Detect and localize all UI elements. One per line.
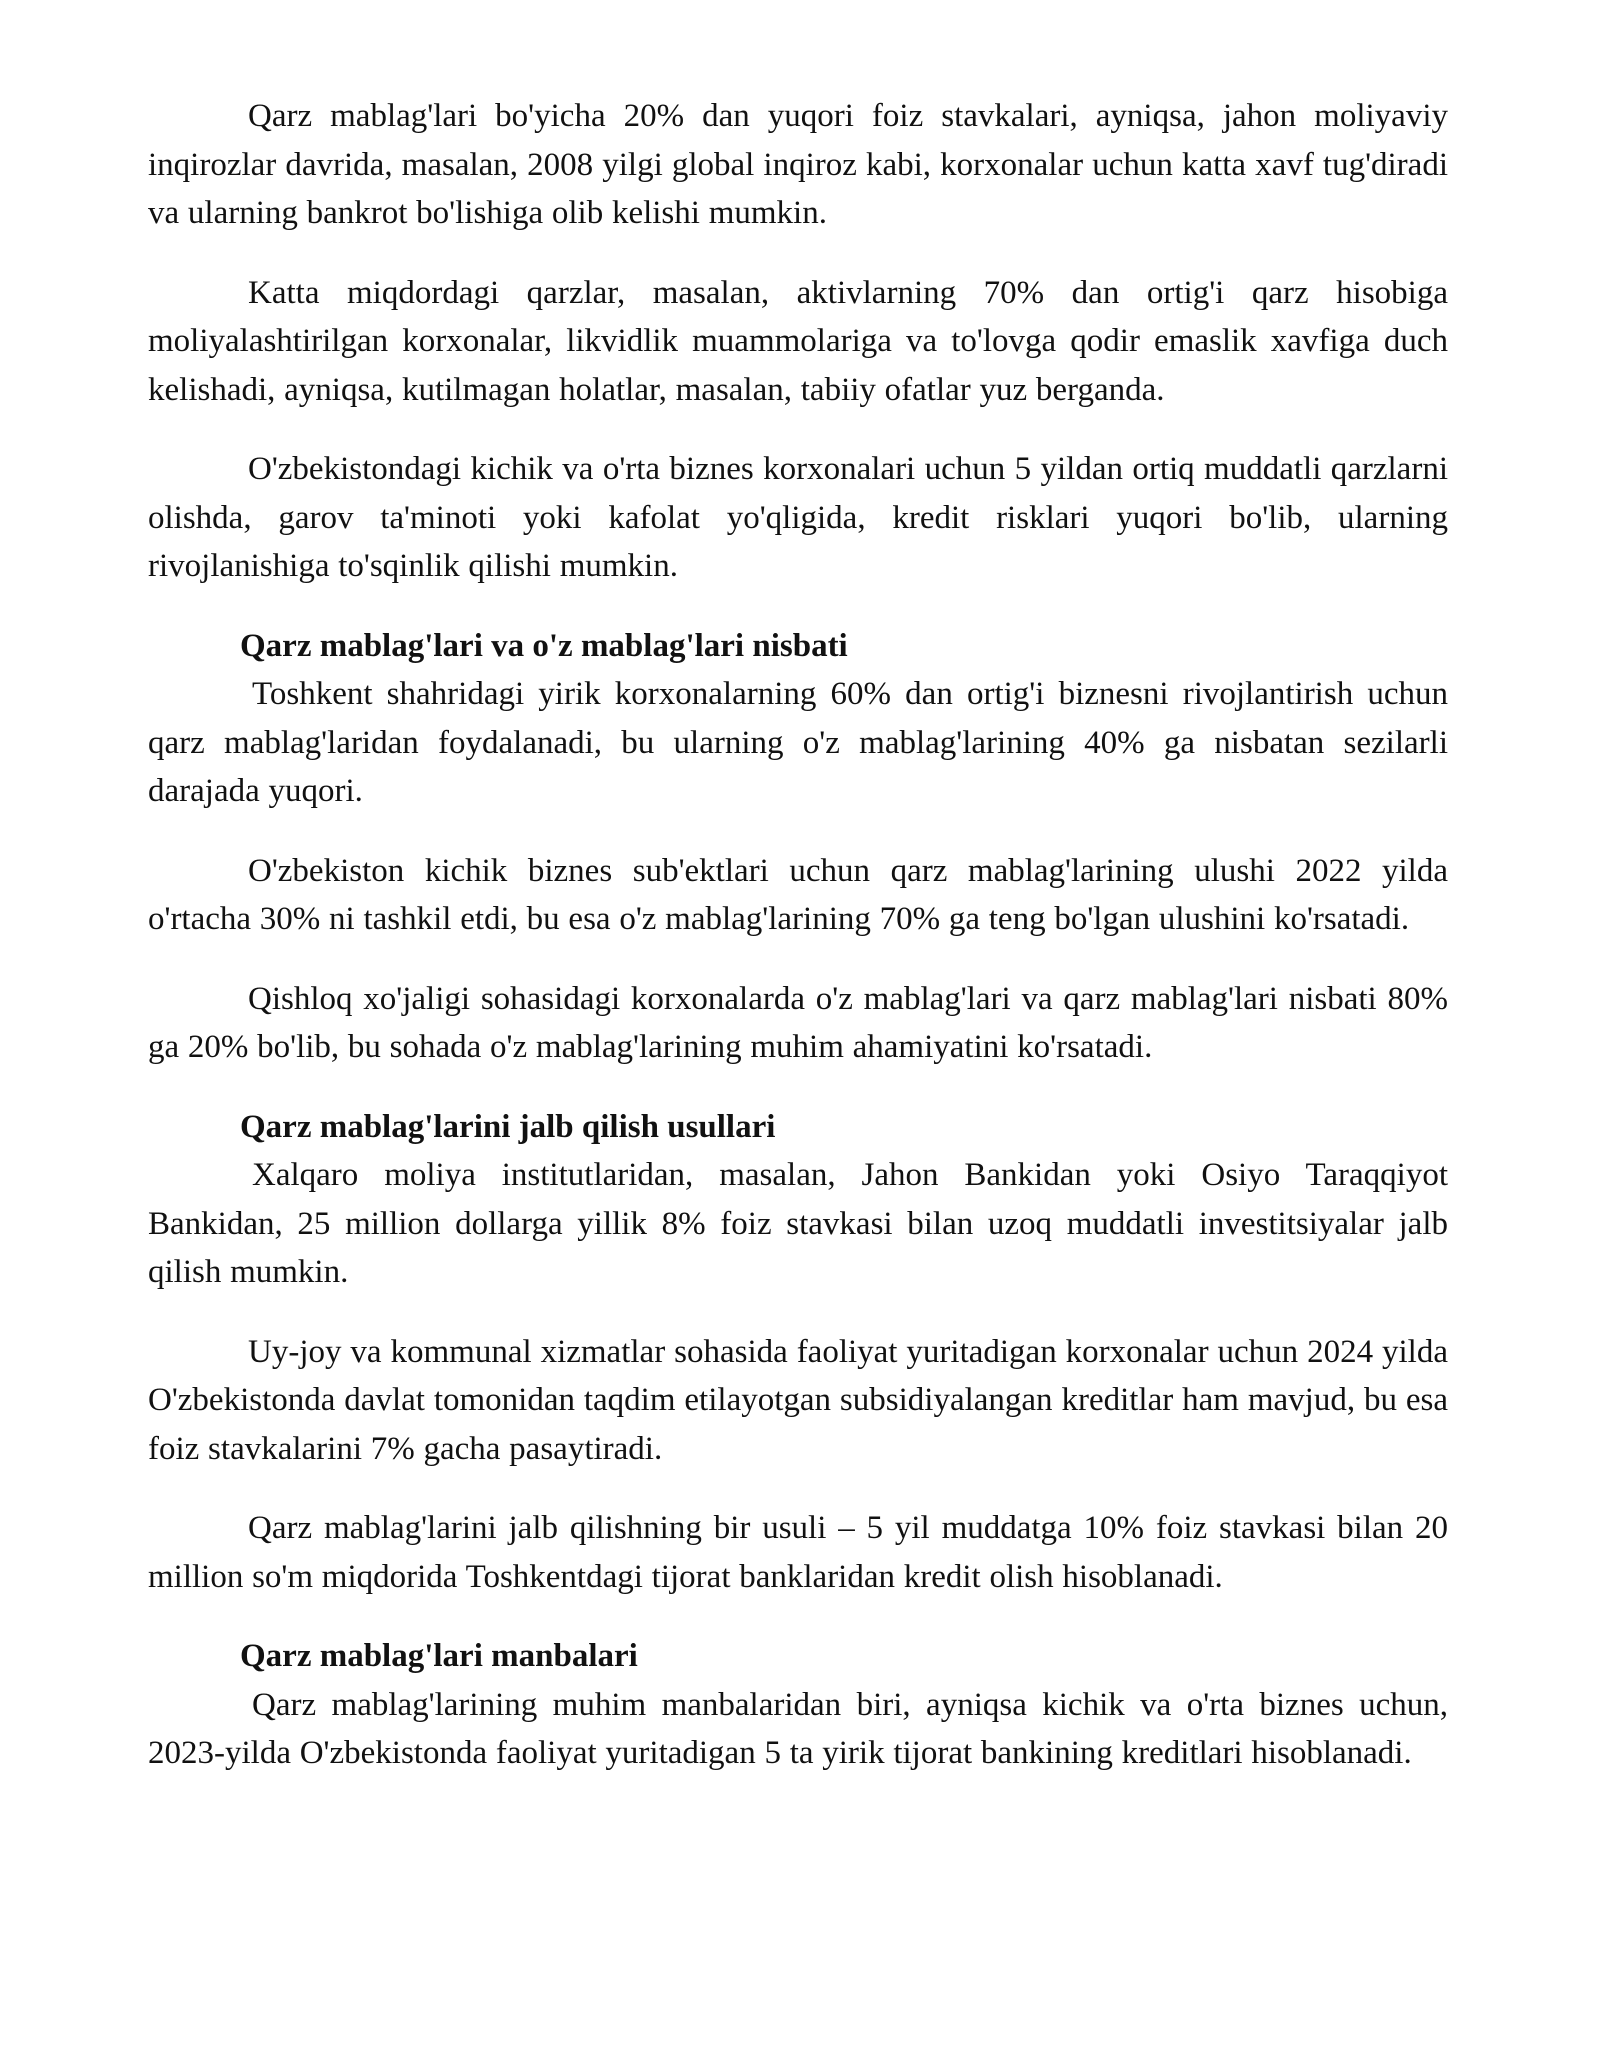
paragraph-major-banks: Qarz mablag'larining muhim manbalaridan biri, ayniqsa kichik va o'rta biznes uchun, 2023-yilda O'zbekistonda faoliyat yuritadigan 5 ta yirik tijorat bankining kreditlari hisoblanadi.	[148, 1686, 1448, 1771]
paragraph-international-institutions: Xalqaro moliya institutlaridan, masalan, Jahon Bankidan yoki Osiyo Taraqqiyot Bankidan, 25 million dollarga yillik 8% foiz stavkasi bilan uzoq muddatli investitsiyalar jalb qilish mumkin.	[148, 1157, 1448, 1290]
section-heading-attraction-methods: Qarz mablag'larini jalb qilish usullari	[240, 1108, 776, 1145]
paragraph-large-debts: Katta miqdordagi qarzlar, masalan, aktivlarning 70% dan ortig'i qarz hisobiga moliyalashtirilgan korxonalar, likvidlik muammolariga va to'lovga qodir emaslik xavfiga duch kelishadi, ayniqsa, kutilmagan holatlar, masalan, tabiiy ofatlar yuz berganda.	[148, 274, 1448, 408]
paragraph-subsidized-credits: Uy-joy va kommunal xizmatlar sohasida faoliyat yuritadigan korxonalar uchun 2024 yilda O'zbekistonda davlat tomonidan taqdim etilayotgan subsidiyalangan kreditlar ham mavjud, bu esa foiz stavkalarini 7% gacha pasaytiradi.	[148, 1333, 1448, 1467]
paragraph-small-business-share: O'zbekiston kichik biznes sub'ektlari uchun qarz mablag'larining ulushi 2022 yilda o'rtacha 30% ni tashkil etdi, bu esa o'z mablag'larining 70% ga teng bo'lgan ulushini ko'rsatadi.	[148, 852, 1448, 937]
section-heading-debt-equity-ratio: Qarz mablag'lari va o'z mablag'lari nisbati	[240, 627, 848, 664]
paragraph-interest-rates: Qarz mablag'lari bo'yicha 20% dan yuqori foiz stavkalari, ayniqsa, jahon moliyaviy inqirozlar davrida, masalan, 2008 yilgi global inqiroz kabi, korxonalar uchun katta xavf tug'diradi va ularning bankrot bo'lishiga olib kelishi mumkin.	[148, 98, 1448, 231]
paragraph-tashkent-enterprises: Toshkent shahridagi yirik korxonalarning 60% dan ortig'i biznesni rivojlantirish uchun qarz mablag'laridan foydalanadi, bu ularning o'z mablag'larining 40% ga nisbatan sezilarli darajada yuqori.	[148, 676, 1448, 809]
paragraph-commercial-bank-loan: Qarz mablag'larini jalb qilishning bir usuli – 5 yil muddatga 10% foiz stavkasi bilan 20 million so'm miqdorida Toshkentdagi tijorat banklaridan kredit olish hisoblanadi.	[148, 1510, 1448, 1595]
paragraph-sme-credit-risks: O'zbekistondagi kichik va o'rta biznes korxonalari uchun 5 yildan ortiq muddatli qarzlarni olishda, garov ta'minoti yoki kafolat yo'qligida, kredit risklari yuqori bo'lib, ularning rivojlanishiga to'sqinlik qilishi mumkin.	[148, 451, 1448, 584]
paragraph-agriculture-ratio: Qishloq xo'jaligi sohasidagi korxonalarda o'z mablag'lari va qarz mablag'lari nisbati 80% ga 20% bo'lib, bu sohada o'z mablag'larining muhim ahamiyatini ko'rsatadi.	[148, 980, 1448, 1065]
section-heading-debt-sources: Qarz mablag'lari manbalari	[240, 1638, 638, 1674]
document-page	[148, 92, 1448, 1778]
